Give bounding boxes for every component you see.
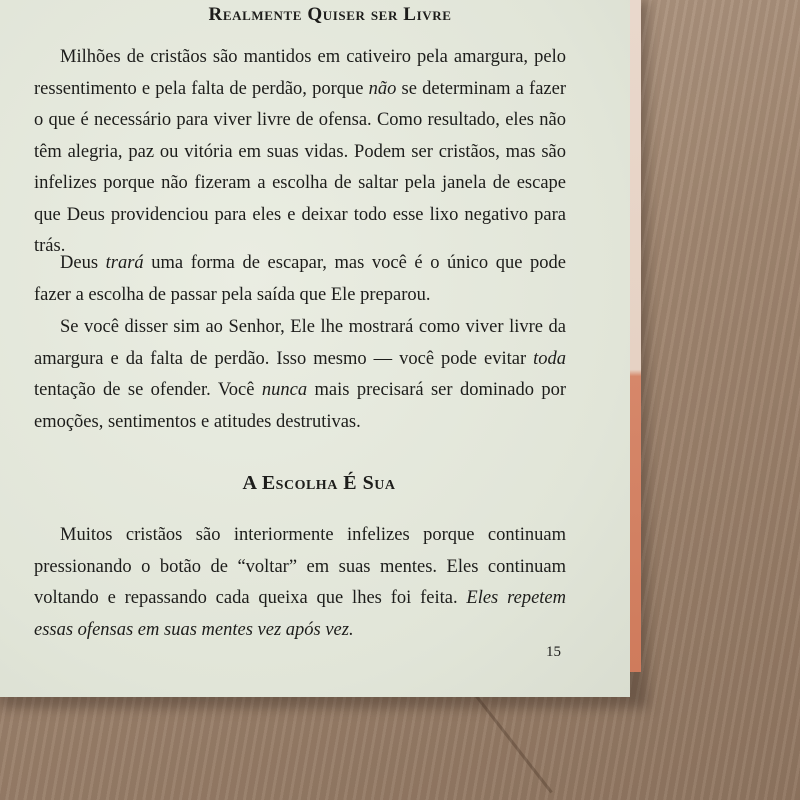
text-segment: Milhões de cristãos são mantidos em cativeiro pela amargura, pelo ressentimento e pela falta de perdão, porque: [34, 47, 566, 99]
italic-text-segment: toda: [533, 348, 566, 369]
text-segment: tentação de se ofender. Você: [34, 380, 262, 400]
italic-text-segment: nunca: [261, 380, 308, 400]
section-paragraph-1: [34, 520, 566, 646]
text-segment: se determinam a fazer o que é necessário para viver livre de ofensa. Como resultado, eles não têm alegria, paz ou vitória em suas vidas. Podem ser cristãos, mas são infelizes porque não fizeram a escolha de saltar pela janela de escape que Deus providenciou para eles e deixar todo esse lixo negativo para trás.: [34, 78, 566, 256]
text-segment: Muitos cristãos são interiormente infelizes porque continuam pressionando o botão de “voltar” em suas mentes. Eles continuam voltando e repassando cada queixa que lhes foi feita.: [34, 525, 566, 608]
text-segment: uma forma de escapar, mas você é o único que pode fazer a escolha de passar pela saída que Ele preparou.: [34, 253, 566, 305]
section-title: A Escolha É Sua: [242, 472, 396, 494]
italic-text-segment: Eles repetem essas ofensas em suas mentes vez após vez.: [34, 588, 566, 640]
body-paragraph-2: [34, 248, 566, 311]
text-segment: Se você disser sim ao Senhor, Ele lhe mostrará como viver livre da amargura e da falta de perdão. Isso mesmo — você pode evitar: [34, 317, 566, 369]
text-segment: mais precisará ser dominado por emoções, sentimentos e atitudes destrutivas.: [34, 380, 566, 432]
page-number: 15: [546, 644, 561, 660]
italic-text-segment: trará: [105, 253, 144, 273]
text-segment: Deus: [60, 253, 106, 273]
running-head: Realmente Quiser ser Livre: [208, 4, 452, 25]
italic-text-segment: não: [368, 78, 397, 99]
body-paragraph-1: [34, 42, 566, 263]
body-paragraph-3: [34, 312, 566, 438]
